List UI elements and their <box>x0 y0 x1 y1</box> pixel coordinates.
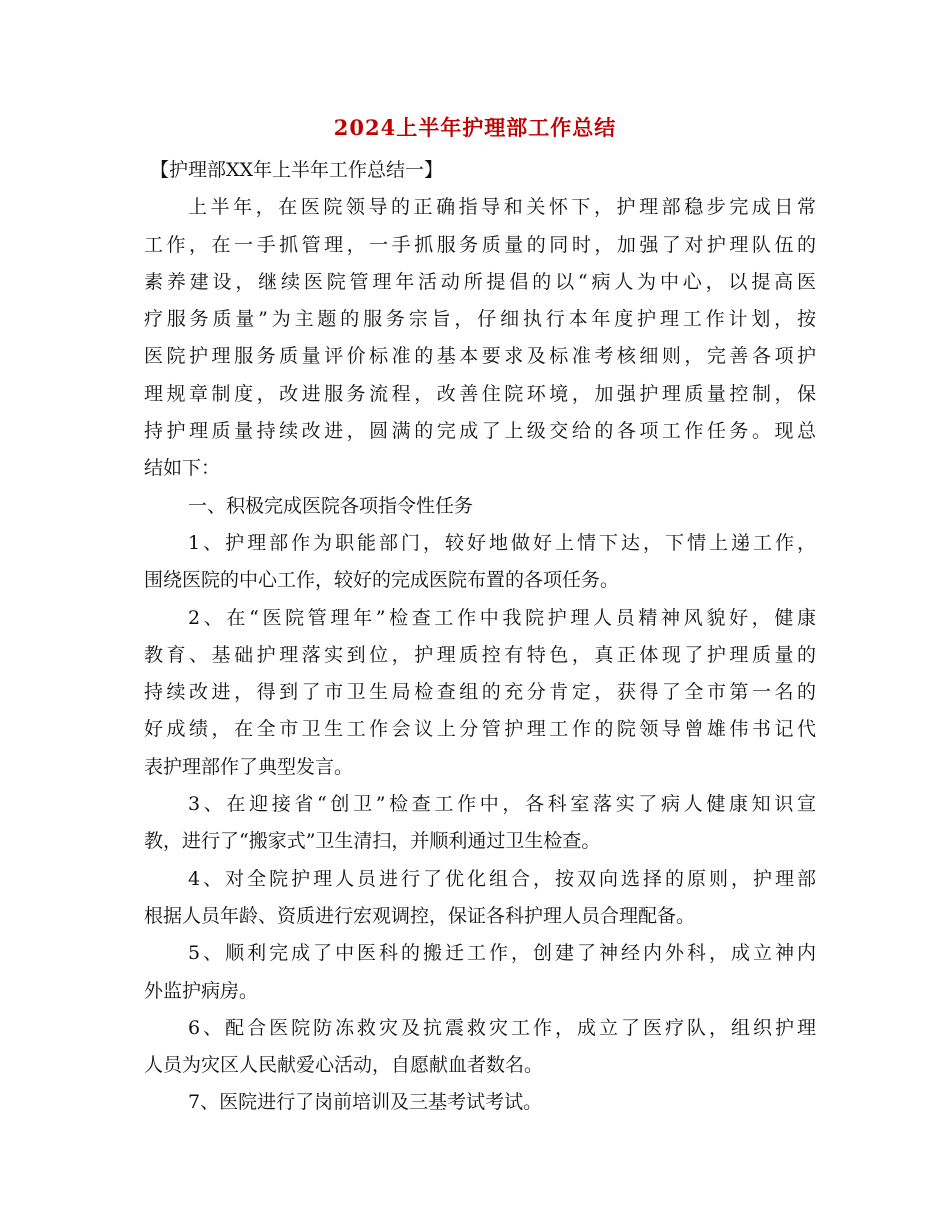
list-item-line: 4、对全院护理人员进行了优化组合，按双向选择的原则，护理部 <box>188 867 816 890</box>
paragraph-line: 素养建设，继续医院管理年活动所提倡的以“病人为中心，以提高医 <box>144 270 816 293</box>
list-item-line: 根据人员年龄、资质进行宏观调控，保证各科护理人员合理配备。 <box>144 904 696 927</box>
list-item-line: 人员为灾区人民献爱心活动，自愿献血者数名。 <box>144 1054 544 1077</box>
list-item-line: 表护理部作了典型发言。 <box>144 755 354 778</box>
document-title: 2024上半年护理部工作总结 <box>333 115 617 140</box>
list-item-line: 5、顺利完成了中医科的搬迁工作，创建了神经内外科，成立神内 <box>188 942 816 965</box>
list-item-line: 教，进行了“搬家式”卫生清扫，并顺利通过卫生检查。 <box>144 830 601 853</box>
list-item-line: 持续改进，得到了市卫生局检查组的充分肯定，获得了全市第一名的 <box>144 681 816 704</box>
section-heading: 【护理部XX年上半年工作总结一】 <box>150 159 444 181</box>
list-item-line: 好成绩，在全市卫生工作会议上分管护理工作的院领导曾雄伟书记代 <box>144 718 816 741</box>
list-item-line: 6、配合医院防冻救灾及抗震救灾工作，成立了医疗队，组织护理 <box>188 1016 816 1039</box>
list-item-line: 2、在“医院管理年”检查工作中我院护理人员精神风貌好，健康 <box>188 606 816 629</box>
list-item-line: 教育、基础护理落实到位，护理质控有特色，真正体现了护理质量的 <box>144 643 816 666</box>
paragraph-line: 结如下： <box>144 457 221 480</box>
paragraph-line: 理规章制度，改进服务流程，改善住院环境，加强护理质量控制，保 <box>144 382 816 405</box>
paragraph-line: 工作，在一手抓管理，一手抓服务质量的同时，加强了对护理队伍的 <box>144 233 816 256</box>
paragraph-line: 持护理质量持续改进，圆满的完成了上级交给的各项工作任务。现总 <box>144 420 816 443</box>
document-body <box>144 152 816 1122</box>
list-item-line: 3、在迎接省“创卫”检查工作中，各科室落实了病人健康知识宣 <box>188 793 816 816</box>
list-item-line: 外监护病房。 <box>144 979 259 1002</box>
paragraph-line: 医院护理服务质量评价标准的基本要求及标准考核细则，完善各项护 <box>144 345 816 368</box>
paragraph-line: 疗服务质量”为主题的服务宗旨，仔细执行本年度护理工作计划，按 <box>144 308 816 331</box>
section-subheading: 一、积极完成医院各项指令性任务 <box>188 494 474 517</box>
list-item-line: 围绕医院的中心工作，较好的完成医院布置的各项任务。 <box>144 569 620 592</box>
list-item-line: 7、医院进行了岗前培训及三基考试考试。 <box>188 1091 543 1114</box>
paragraph-line: 上半年，在医院领导的正确指导和关怀下，护理部稳步完成日常 <box>188 196 816 219</box>
list-item-line: 1、护理部作为职能部门，较好地做好上情下达，下情上递工作， <box>188 531 816 554</box>
